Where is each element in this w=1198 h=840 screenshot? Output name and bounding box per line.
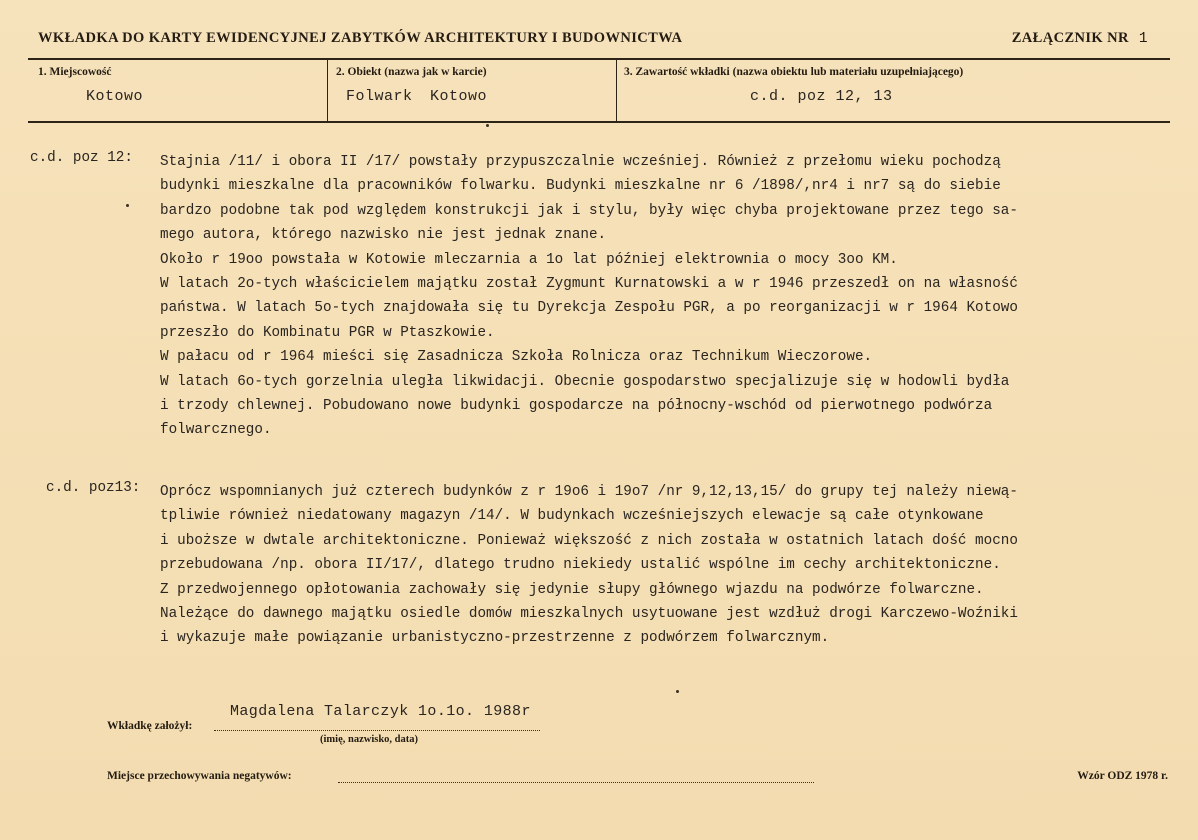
creator-value: Magdalena Talarczyk 1o.1o. 1988r <box>230 703 531 720</box>
top-rule <box>28 58 1170 60</box>
paragraph-label: c.d. poz13: <box>46 480 141 496</box>
text-line: bardzo podobne tak pod względem konstrukcji jak i stylu, były więc chyba projektowane przez tego sa- <box>160 202 1018 219</box>
content-label: 3. Zawartość wkładki (nazwa obiektu lub materiału uzupełniającego) <box>624 66 964 78</box>
text-line: przeszło do Kombinatu PGR w Ptaszkowie. <box>160 324 495 341</box>
paragraph-lines <box>160 480 1180 651</box>
paragraph-label: c.d. poz 12: <box>30 150 133 166</box>
paragraph-lines <box>160 150 1180 443</box>
text-line: Stajnia /11/ i obora II /17/ powstały przypuszczalnie wcześniej. Również z przełomu wieku pochodzą <box>160 154 1001 170</box>
locality-label: 1. Miejscowość <box>38 66 112 78</box>
text-line: tpliwie również niedatowany magazyn /14/. W budynkach wcześniejszych elewacje są całe otynkowane <box>160 508 984 525</box>
locality-value: Kotowo <box>86 88 144 105</box>
scan-speck <box>126 204 129 207</box>
text-line: i wykazuje małe powiązanie urbanistyczno-przestrzenne z podwórzem folwarcznym. <box>160 630 830 647</box>
text-line: Około r 19oo powstała w Kotowie mleczarnia a 1o lat później elektrownia o mocy 3oo KM. <box>160 251 898 268</box>
field-divider-2 <box>616 58 617 122</box>
text-line: państwa. W latach 5o-tych znajdowała się tu Dyrekcja Zespołu PGR, a po reorganizacji w r 1964 Kotowo <box>160 300 1018 317</box>
object-value: Folwark Kotowo <box>346 88 488 105</box>
text-line: folwarcznego. <box>160 422 272 439</box>
content-value: c.d. poz 12, 13 <box>750 88 893 105</box>
text-line: i uboższe w dwtale architektoniczne. Ponieważ większość z nich została w ostatnich latach dość mocno <box>160 532 1018 549</box>
text-line: mego autora, którego nazwisko nie jest jednak znane. <box>160 227 607 244</box>
creator-caption: (imię, nazwisko, data) <box>320 734 418 745</box>
scan-speck <box>676 690 679 693</box>
text-line: budynki mieszkalne dla pracowników folwarku. Budynki mieszkalne nr 6 /1898/,nr4 i nr7 są do siebie <box>160 178 1001 195</box>
negatives-dotted-line <box>338 782 814 783</box>
text-line: Oprócz wspomnianych już czterech budynków z r 19o6 i 19o7 /nr 9,12,13,15/ do grupy tej należy niewą- <box>160 484 1018 500</box>
text-line: W latach 2o-tych właścicielem majątku został Zygmunt Kurnatowski a w r 1946 przeszedł on na własność <box>160 275 1018 292</box>
text-line: W pałacu od r 1964 mieści się Zasadnicza Szkoła Rolnicza oraz Technikum Wieczorowe. <box>160 349 873 366</box>
text-line: i trzody chlewnej. Pobudowano nowe budynki gospodarcze na północny-wschód od pierwotnego podwórza <box>160 397 993 414</box>
annex-label <box>1012 30 1148 47</box>
scan-speck <box>486 124 489 127</box>
annex-number: 1 <box>1138 31 1148 47</box>
text-line: Należące do dawnego majątku osiedle domów mieszkalnych usytuowane jest wzdłuż drogi Karczewo-Woźniki <box>160 605 1018 622</box>
text-line: W latach 6o-tych gorzelnia uległa likwidacji. Obecnie gospodarstwo specjalizuje się w hodowli bydła <box>160 373 1010 390</box>
negatives-label: Miejsce przechowywania negatywów: <box>107 770 292 782</box>
field-divider-1 <box>327 58 328 122</box>
annex-label-text: ZAŁĄCZNIK NR <box>1011 30 1129 46</box>
creator-label: Wkładkę założył: <box>107 720 193 732</box>
fields-bottom-rule <box>28 121 1170 123</box>
creator-dotted-line <box>214 730 540 731</box>
form-code: Wzór ODZ 1978 r. <box>1077 770 1168 782</box>
text-line: przebudowana /np. obora II/17/, dlatego trudno niekiedy ustalić wspólne im cechy architektoniczne. <box>160 557 1001 574</box>
text-line: Z przedwojennego opłotowania zachowały się jedynie słupy głównego wjazdu na podwórze folwarczne. <box>160 581 984 598</box>
card-title: WKŁADKA DO KARTY EWIDENCYJNEJ ZABYTKÓW ARCHITEKTURY I BUDOWNICTWA <box>38 30 683 46</box>
object-label: 2. Obiekt (nazwa jak w karcie) <box>336 66 487 78</box>
